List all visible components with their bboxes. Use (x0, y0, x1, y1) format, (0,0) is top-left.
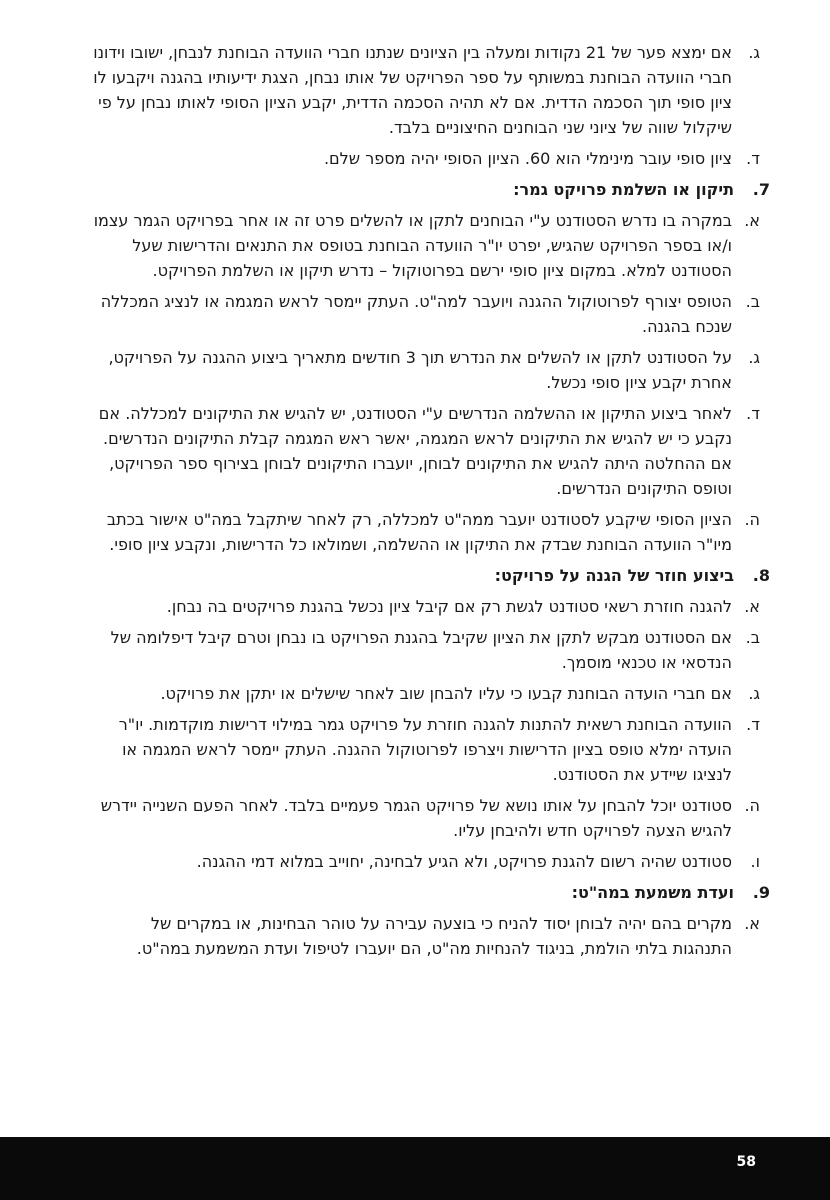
section-heading-7 (92, 177, 770, 202)
list-item (92, 849, 760, 874)
section-heading-9 (92, 880, 770, 905)
list-item (92, 625, 760, 675)
section-number: 9. (752, 883, 770, 902)
list-marker: ה. (744, 796, 760, 815)
list-item-text: אם חברי הועדה הבוחנת קבעו כי עליו להבחן שוב לאחר שישלים או יתקן את פרויקט. (160, 684, 732, 703)
list-item-text: הוועדה הבוחנת רשאית להתנות להגנה חוזרת על פרויקט גמר במילוי דרישות מוקדמות. יו"ר הועדה ימלא טופס בציון הדרישות ויצרפו לפרוטוקול ההגנה. העתק יימסר לראש המגמה או לנציגו שיידע את הסטודנט. (118, 715, 732, 784)
list-marker: ד. (746, 404, 760, 423)
list-item (92, 401, 760, 501)
list-marker: א. (744, 211, 760, 230)
list-item-text: הטופס יצורף לפרוטוקול ההגנה ויועבר למה"ט. העתק יימסר לראש המגמה או לנציג המכללה שנכח בהגנה. (100, 292, 732, 336)
footer-bar (0, 1137, 830, 1200)
list-marker: ג. (748, 43, 760, 62)
list-item-text: אם הסטודנט מבקש לתקן את הציון שקיבל בהגנת הפרויקט בו נבחן וטרם קיבל דיפלומה של הנדסאי או טכנאי מוסמך. (110, 628, 732, 672)
page-number: 58 (736, 1154, 756, 1170)
section-number: 7. (752, 180, 770, 199)
section-title: ועדת משמעת במה"ט: (571, 883, 734, 902)
list-marker: ב. (745, 628, 760, 647)
list-marker: ה. (744, 510, 760, 529)
list-item-text: לאחר ביצוע התיקון או ההשלמה הנדרשים ע"י הסטודנט, יש להגיש את התיקונים למכללה. אם נקבע כי יש להגיש את התיקונים לראש המגמה, יאשר ראש המגמה קבלת התיקונים הנדרשים. אם ההחלטה היתה להגיש את התיקונים לבוחן, יועברו התיקונים לבוחן בצירוף ספר הפרויקט, וטופס התיקונים הנדרשים. (98, 404, 732, 498)
list-marker: ד. (746, 149, 760, 168)
list-marker: ג. (748, 348, 760, 367)
list-item (92, 681, 760, 706)
list-item-text: על הסטודנט לתקן או להשלים את הנדרש תוך 3 חודשים מתאריך ביצוע ההגנה על הפרויקט, אחרת יקבע ציון סופי נכשל. (108, 348, 732, 392)
list-item (92, 594, 760, 619)
list-marker: ג. (748, 684, 760, 703)
list-marker: א. (744, 914, 760, 933)
list-item (92, 712, 760, 787)
document-body (92, 40, 770, 967)
list-item-text: מקרים בהם יהיה לבוחן יסוד להניח כי בוצעה עבירה על טוהר הבחינות, או במקרים של התנהגות בלתי הולמת, בניגוד להנחיות מה"ט, הם יועברו לטיפול ועדת המשמעת במה"ט. (136, 914, 732, 958)
list-item (92, 793, 760, 843)
list-item (92, 345, 760, 395)
list-marker: ד. (746, 715, 760, 734)
list-item (92, 289, 760, 339)
list-item-text: ציון סופי עובר מינימלי הוא 60. הציון הסופי יהיה מספר שלם. (323, 149, 732, 168)
list-item (92, 146, 760, 171)
list-item-text: סטודנט שהיה רשום להגנת פרויקט, ולא הגיע לבחינה, יחוייב במלוא דמי ההגנה. (196, 852, 732, 871)
list-item (92, 40, 760, 140)
section-title: ביצוע חוזר של הגנה על פרויקט: (494, 566, 734, 585)
list-marker: ב. (745, 292, 760, 311)
list-marker: ו. (750, 852, 760, 871)
list-item-text: סטודנט יוכל להבחן על אותו נושא של פרויקט הגמר פעמיים בלבד. לאחר הפעם השנייה יידרש להגיש הצעה לפרויקט חדש ולהיבחן עליו. (100, 796, 732, 840)
list-item-text: אם ימצא פער של 21 נקודות ומעלה בין הציונים שנתנו חברי הוועדה הבוחנת לנבחן, ישובו וידונו חברי הוועדה הבוחנת במשותף על ספר הפרויקט של אותו נבחן, הצגת ידיעותיו בהגנה ויקבעו לו ציון סופי תוך הסכמה הדדית. אם לא תהיה הסכמה הדדית, יקבע הציון הסופי לאותו נבחן על פי שיקלול שווה של ציוני שני הבוחנים החיצוניים בלבד. (93, 43, 732, 137)
list-item (92, 911, 760, 961)
list-item-text: הציון הסופי שיקבע לסטודנט יועבר ממה"ט למכללה, רק לאחר שיתקבל במה"ט אישור בכתב מיו"ר הוועדה הבוחנת שבדק את התיקון או ההשלמה, ושמולאו כל הדרישות, ונקבע ציון סופי. (106, 510, 732, 554)
list-item (92, 507, 760, 557)
list-item-text: במקרה בו נדרש הסטודנט ע"י הבוחנים לתקן או להשלים פרט זה או אחר בפרויקט הגמר עצמו ו/או בספר הפרויקט שהגיש, יפרט יו"ר הוועדה הבוחנת בטופס את התנאים והדרישות שעל הסטודנט למלא. במקום ציון סופי ירשם בפרוטוקול – נדרש תיקון או השלמת הפרויקט. (93, 211, 732, 280)
section-number: 8. (752, 566, 770, 585)
list-item (92, 208, 760, 283)
section-heading-8 (92, 563, 770, 588)
list-marker: א. (744, 597, 760, 616)
section-title: תיקון או השלמת פרויקט גמר: (513, 180, 734, 199)
list-item-text: להגנה חוזרת רשאי סטודנט לגשת רק אם קיבל ציון נכשל בהגנת פרויקטים בה נבחן. (166, 597, 732, 616)
